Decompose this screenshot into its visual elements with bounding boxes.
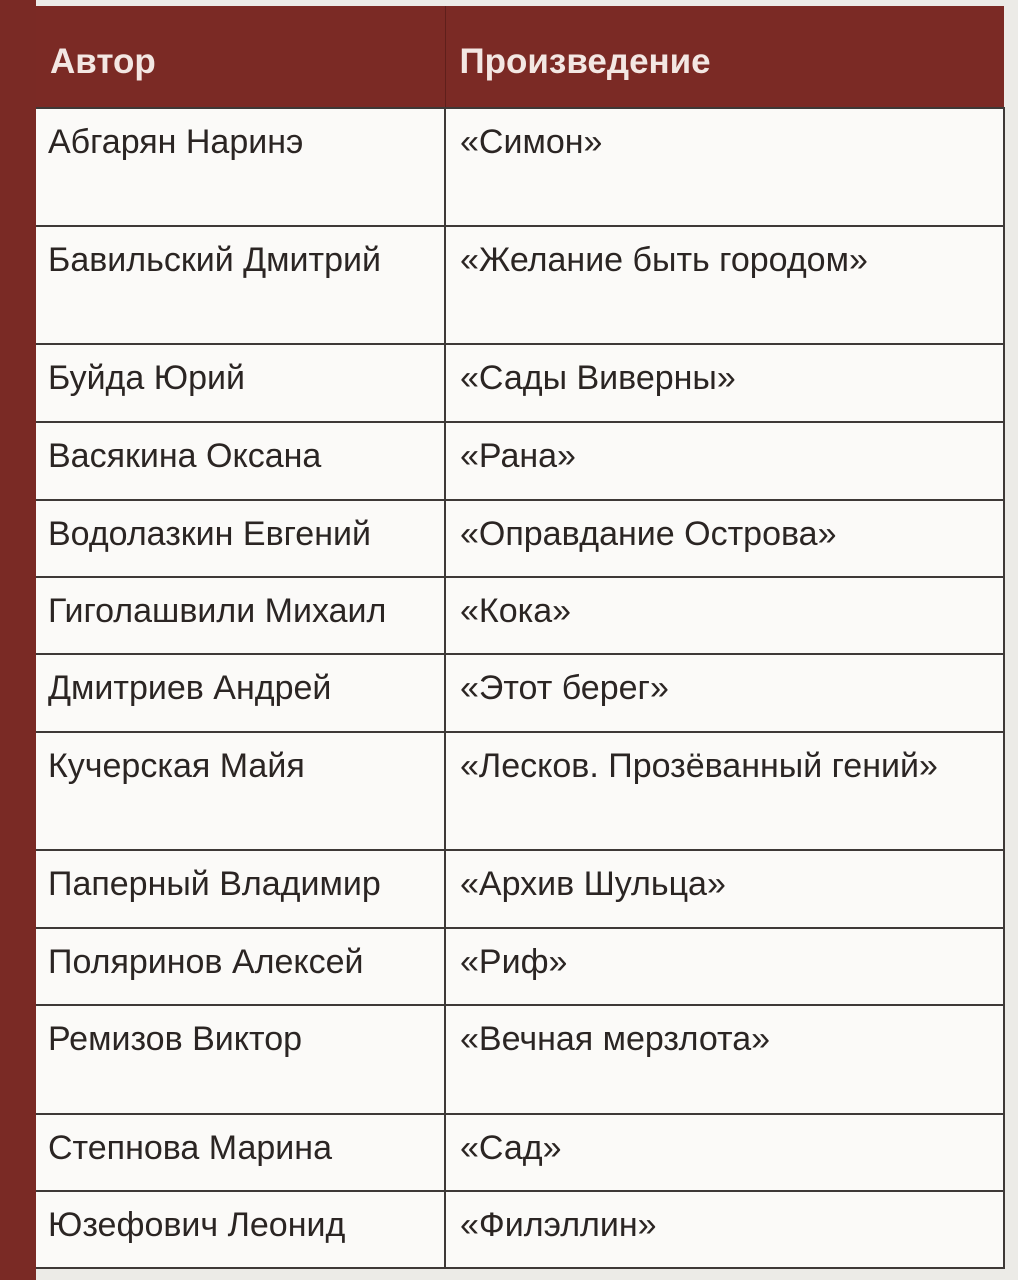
header-work: Произведение bbox=[459, 42, 711, 81]
authors-works-table bbox=[36, 6, 1005, 1269]
table-row bbox=[36, 577, 1004, 654]
header-row bbox=[36, 6, 1004, 108]
work-cell: «Желание быть городом» bbox=[445, 226, 1004, 344]
table-row bbox=[36, 654, 1004, 732]
author-cell: Дмитриев Андрей bbox=[36, 654, 445, 732]
author-cell: Васякина Оксана bbox=[36, 422, 445, 500]
author-cell: Кучерская Майя bbox=[36, 732, 445, 850]
authors-table-container bbox=[36, 6, 1004, 1268]
left-accent-band bbox=[0, 0, 36, 1280]
table-header bbox=[36, 6, 1004, 108]
table-row bbox=[36, 928, 1004, 1005]
author-cell: Ремизов Виктор bbox=[36, 1005, 445, 1114]
work-cell: «Архив Шульца» bbox=[445, 850, 1004, 928]
work-cell: «Филэллин» bbox=[445, 1191, 1004, 1268]
work-cell: «Риф» bbox=[445, 928, 1004, 1005]
author-cell: Буйда Юрий bbox=[36, 344, 445, 422]
table-row bbox=[36, 422, 1004, 500]
work-cell: «Сад» bbox=[445, 1114, 1004, 1191]
table-row bbox=[36, 1191, 1004, 1268]
work-cell: «Лесков. Прозёванный гений» bbox=[445, 732, 1004, 850]
table-row bbox=[36, 732, 1004, 850]
table-row bbox=[36, 500, 1004, 577]
table-row bbox=[36, 1114, 1004, 1191]
author-cell: Юзефович Леонид bbox=[36, 1191, 445, 1268]
author-cell: Паперный Владимир bbox=[36, 850, 445, 928]
table-body bbox=[36, 108, 1004, 1268]
table-row bbox=[36, 344, 1004, 422]
author-cell: Степнова Марина bbox=[36, 1114, 445, 1191]
table-row bbox=[36, 108, 1004, 226]
author-cell: Абгарян Наринэ bbox=[36, 108, 445, 226]
table-row bbox=[36, 850, 1004, 928]
work-cell: «Рана» bbox=[445, 422, 1004, 500]
work-cell: «Оправдание Острова» bbox=[445, 500, 1004, 577]
author-cell: Поляринов Алексей bbox=[36, 928, 445, 1005]
author-cell: Водолазкин Евгений bbox=[36, 500, 445, 577]
header-author: Автор bbox=[36, 6, 445, 108]
work-cell: «Сады Виверны» bbox=[445, 344, 1004, 422]
work-cell: «Кока» bbox=[445, 577, 1004, 654]
work-cell: «Вечная мерзлота» bbox=[445, 1005, 1004, 1114]
table-row bbox=[36, 226, 1004, 344]
table-row bbox=[36, 1005, 1004, 1114]
work-cell: «Симон» bbox=[445, 108, 1004, 226]
author-cell: Гиголашвили Михаил bbox=[36, 577, 445, 654]
author-cell: Бавильский Дмитрий bbox=[36, 226, 445, 344]
work-cell: «Этот берег» bbox=[445, 654, 1004, 732]
